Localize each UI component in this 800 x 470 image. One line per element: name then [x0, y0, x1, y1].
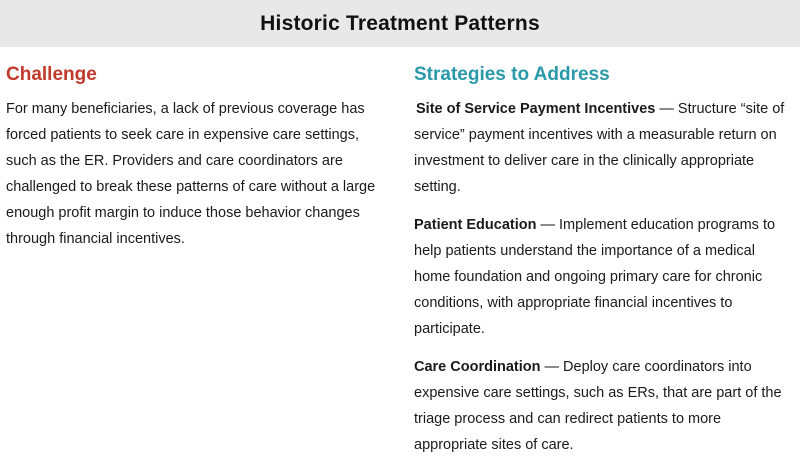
strategy-name: Site of Service Payment Incentives	[416, 101, 656, 117]
strategy-separator: —	[536, 217, 560, 233]
strategy-patient-education	[414, 212, 794, 342]
strategies-section	[414, 64, 794, 470]
strategy-text: Structure “site of service” payment incentives with a measurable return on investment to deliver care in the clinically appropriate setting.	[414, 101, 785, 195]
strategy-text: Implement education programs to help patients understand the importance of a medical home foundation and ongoing primary care for chronic conditions, with appropriate financial incentives to participate.	[414, 217, 776, 337]
strategy-site-of-service	[414, 96, 794, 200]
strategies-heading: Strategies to Address	[414, 64, 610, 85]
challenge-text: For many beneficiaries, a lack of previous coverage has forced patients to seek care in expensive care settings, such as the ER. Providers and care coordinators are challenged to break these patterns of care without a large enough profit margin to induce those behavior changes through financial incentives.	[6, 101, 376, 247]
strategy-name: Patient Education	[414, 217, 537, 233]
strategy-separator: —	[655, 101, 678, 117]
strategy-separator: —	[540, 359, 564, 375]
strategy-text: Deploy care coordinators into expensive care settings, such as ERs, that are part of the triage process and can redirect patients to more appropriate sites of care.	[414, 359, 782, 453]
challenge-heading: Challenge	[6, 64, 97, 85]
strategy-name: Care Coordination	[414, 359, 541, 375]
page-title: Historic Treatment Patterns	[260, 11, 540, 35]
challenge-section	[6, 64, 391, 252]
strategy-care-coordination	[414, 354, 794, 458]
header-banner	[0, 0, 800, 47]
